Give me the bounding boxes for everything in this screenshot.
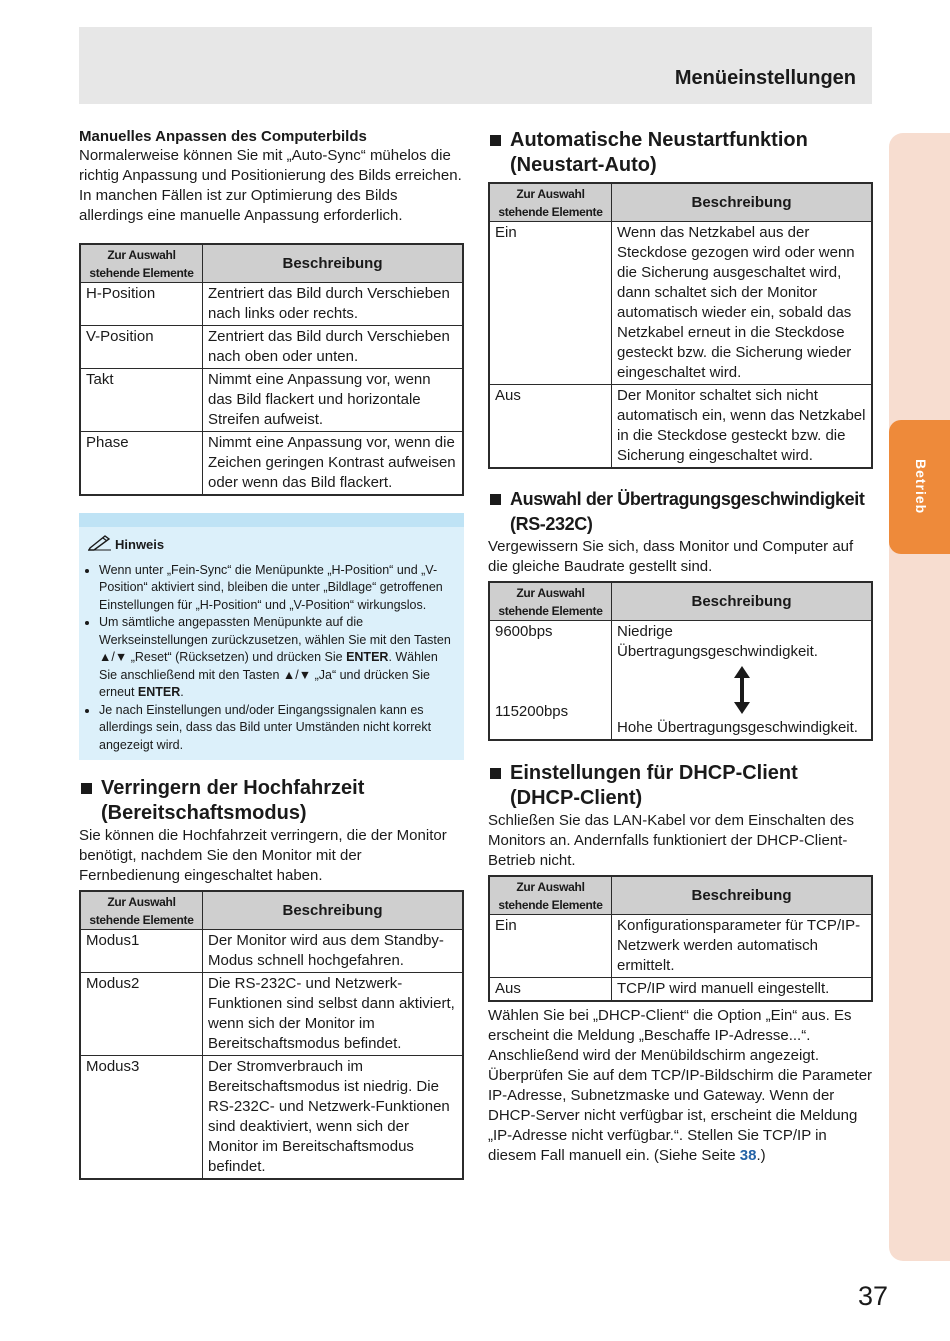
- autorestart-table: [488, 182, 873, 469]
- table-col2-header: Beschreibung: [203, 244, 464, 283]
- standby-title-line1: Verringern der Hochfahrzeit: [101, 777, 365, 799]
- table-row: [80, 326, 463, 369]
- enter-key-label: ENTER: [137, 685, 181, 699]
- table-cell-desc: Die RS-232C- und Netzwerk-Funktionen sind selbst dann aktiviert, wenn sich der Monitor im Bereitschaftsmodus befindet.: [203, 973, 464, 1056]
- table-cell-item: V-Position: [80, 326, 203, 369]
- baudrate-title-line2: (RS-232C): [510, 514, 593, 534]
- table-cell-desc: TCP/IP wird manuell eingestellt.: [612, 978, 873, 1002]
- baudrate-high-desc: Hohe Übertragungsgeschwindigkeit.: [617, 719, 858, 736]
- table-row: [489, 222, 872, 385]
- table-col1-header: Zur Auswahl stehende Elemente: [80, 244, 203, 283]
- baudrate-low-item: 9600bps: [495, 623, 553, 640]
- table-col1-header: Zur Auswahl stehende Elemente: [489, 183, 612, 222]
- baudrate-intro: Vergewissern Sie sich, dass Monitor und Computer auf die gleiche Baudrate gestellt sind.: [488, 538, 854, 575]
- hint-text: .: [180, 685, 184, 699]
- baudrate-items-cell: [489, 621, 612, 741]
- table-col2-header: Beschreibung: [612, 876, 873, 915]
- manual-adjust-table: [79, 243, 464, 496]
- table-row: [80, 1056, 463, 1180]
- hint-item: [99, 614, 454, 702]
- table-col1-header: Zur Auswahl stehende Elemente: [489, 582, 612, 621]
- table-cell-item: Ein: [489, 222, 612, 385]
- dhcp-outro-text: Wählen Sie bei „DHCP-Client“ die Option „Ein“ aus. Es erscheint die Meldung „Beschaffe IP-Adresse...“. Anschließend wird der Menübildschirm angezeigt. Überprüfen Sie auf dem TCP/IP-Bildschirm die Parameter IP-Adresse, Subnetzmaske und Gateway. Wenn der DHCP-Server nicht verfügbar ist, erscheint die Meldung „IP-Adresse nicht verfügbar.“. Stellen Sie TCP/IP in diesem Fall manuell ein. (Siehe Seite: [488, 1007, 873, 1164]
- manual-adjust-intro: Normalerweise können Sie mit „Auto-Sync“ mühelos die richtig Anpassung und Positionierung des Bilds erreichen. In manchen Fällen ist zur Optimierung des Bilds allerdings eine manuelle Anpassung erforderlich.: [79, 147, 462, 224]
- baudrate-table: [488, 581, 873, 741]
- table-cell-desc: Der Monitor schaltet sich nicht automatisch ein, wenn das Netzkabel in die Steckdose gesteckt bzw. die Sicherung eingeschaltet wird.: [612, 385, 873, 469]
- table-row: [80, 930, 463, 973]
- dhcp-intro: Schließen Sie das LAN-Kabel vor dem Einschalten des Monitors an. Andernfalls funktioniert der DHCP-Client-Betrieb nicht.: [488, 812, 855, 869]
- page-section-title: Menüeinstellungen: [674, 67, 856, 89]
- bullet-square-icon: [490, 135, 501, 146]
- table-row: [489, 385, 872, 469]
- table-cell-item: Takt: [80, 369, 203, 432]
- table-cell-item: Modus2: [80, 973, 203, 1056]
- table-header-row: [489, 183, 872, 222]
- table-cell-item: Aus: [489, 385, 612, 469]
- table-cell-item: Aus: [489, 978, 612, 1002]
- table-cell-desc: Der Monitor wird aus dem Standby-Modus schnell hochgefahren.: [203, 930, 464, 973]
- page-number: 37: [858, 1281, 889, 1311]
- table-row: [80, 973, 463, 1056]
- hint-box: [79, 513, 464, 760]
- dhcp-title-line2: (DHCP-Client): [510, 787, 643, 809]
- page-reference-link[interactable]: 38: [739, 1147, 757, 1164]
- side-tab-background: [889, 133, 950, 1261]
- dhcp-title-line1: Einstellungen für DHCP-Client: [510, 762, 798, 784]
- table-cell-desc: Zentriert das Bild durch Verschieben nach oben oder unten.: [203, 326, 464, 369]
- bullet-square-icon: [490, 494, 501, 505]
- hint-text: . Wählen Sie anschließend mit den Tasten ▲/▼ „Ja“ und drücken Sie erneut: [99, 650, 438, 699]
- table-cell-item: Modus1: [80, 930, 203, 973]
- table-cell-item: Modus3: [80, 1056, 203, 1180]
- standby-section-title: [79, 776, 464, 826]
- table-header-row: [80, 891, 463, 930]
- table-cell-desc: Nimmt eine Anpassung vor, wenn die Zeichen geringen Kontrast aufweisen oder wenn das Bild flackert.: [203, 432, 464, 496]
- double-arrow-vertical-icon: [617, 662, 867, 718]
- baudrate-low-desc: Niedrige Übertragungsgeschwindigkeit.: [617, 623, 818, 660]
- enter-key-label: ENTER: [346, 650, 389, 664]
- table-header-row: [489, 876, 872, 915]
- baudrate-desc-cell: [612, 621, 873, 741]
- autorestart-title-line2: (Neustart-Auto): [510, 154, 657, 176]
- dhcp-table: [488, 875, 873, 1002]
- dhcp-section-title: [488, 761, 873, 811]
- header-band: [79, 27, 872, 104]
- hint-item: • Je nach Einstellungen und/oder Eingangssignalen kann es allerdings sein, dass das Bild unter Umständen nicht korrekt angezeigt wird.: [99, 702, 454, 755]
- table-col2-header: Beschreibung: [612, 183, 873, 222]
- side-tab-label: Betrieb: [913, 459, 929, 515]
- table-row: [80, 369, 463, 432]
- baudrate-section-title: [488, 487, 873, 537]
- table-cell-item: H-Position: [80, 283, 203, 326]
- dhcp-outro: [488, 1006, 873, 1166]
- dhcp-outro-end: .): [756, 1147, 766, 1164]
- baudrate-high-item: 115200bps: [495, 703, 569, 720]
- standby-table: [79, 890, 464, 1180]
- table-row: [489, 621, 872, 741]
- standby-title-line2: (Bereitschaftsmodus): [101, 802, 307, 824]
- table-row: [489, 915, 872, 978]
- hint-text: Um sämtliche angepassten Menüpunkte auf die Werkseinstellungen zurückzusetzen, wählen Sie mit den Tasten ▲/▼ „Reset“ (Rücksetzen) und drücken Sie: [99, 615, 451, 664]
- table-cell-desc: Zentriert das Bild durch Verschieben nach links oder rechts.: [203, 283, 464, 326]
- table-header-row: [489, 582, 872, 621]
- table-cell-item: Phase: [80, 432, 203, 496]
- right-column: [488, 128, 873, 1166]
- baudrate-title-line1: Auswahl der Übertragungsgeschwindigkeit: [510, 489, 865, 509]
- pencil-icon: [87, 533, 113, 556]
- table-cell-desc: Nimmt eine Anpassung vor, wenn das Bild flackert und horizontale Streifen aufweist.: [203, 369, 464, 432]
- table-row: [80, 432, 463, 496]
- table-row: [80, 283, 463, 326]
- table-cell-desc: Konfigurationsparameter für TCP/IP-Netzwerk werden automatisch ermittelt.: [612, 915, 873, 978]
- table-col1-header: Zur Auswahl stehende Elemente: [80, 891, 203, 930]
- table-col2-header: Beschreibung: [612, 582, 873, 621]
- autorestart-title-line1: Automatische Neustartfunktion: [510, 129, 808, 151]
- standby-intro: Sie können die Hochfahrzeit verringern, die der Monitor benötigt, nachdem Sie den Monitor mit der Fernbedienung eingeschaltet haben.: [79, 827, 447, 884]
- table-col2-header: Beschreibung: [203, 891, 464, 930]
- bullet-square-icon: [81, 783, 92, 794]
- table-cell-desc: Wenn das Netzkabel aus der Steckdose gezogen wird oder wenn die Sicherung ausgeschaltet wird, dann schaltet sich der Monitor automatisch wieder ein, sobald das Netzkabel erneut in die Steckdose gesteckt bzw. die Sicherung wieder eingeschaltet wird.: [612, 222, 873, 385]
- table-row: [489, 978, 872, 1002]
- table-col1-header: Zur Auswahl stehende Elemente: [489, 876, 612, 915]
- table-cell-item: Ein: [489, 915, 612, 978]
- hint-item: • Wenn unter „Fein-Sync“ die Menüpunkte „H-Position“ und „V-Position“ aktiviert sind, bleiben die unter „Bildlage“ getroffenen Einstellungen für „H-Position“ und „V-Position“ wirkungslos.: [99, 562, 454, 615]
- autorestart-section-title: [488, 128, 873, 178]
- table-cell-desc: Der Stromverbrauch im Bereitschaftsmodus ist niedrig. Die RS-232C- und Netzwerk-Funktionen sind deaktiviert, wenn sich der Monitor im Bereitschaftsmodus befindet.: [203, 1056, 464, 1180]
- hint-title: Hinweis: [115, 536, 165, 552]
- left-column: [79, 128, 464, 1180]
- manual-adjust-title: Manuelles Anpassen des Computerbilds: [79, 128, 367, 145]
- hint-heading: [87, 533, 454, 556]
- bullet-square-icon: [490, 768, 501, 779]
- hint-list: [87, 562, 454, 755]
- table-header-row: [80, 244, 463, 283]
